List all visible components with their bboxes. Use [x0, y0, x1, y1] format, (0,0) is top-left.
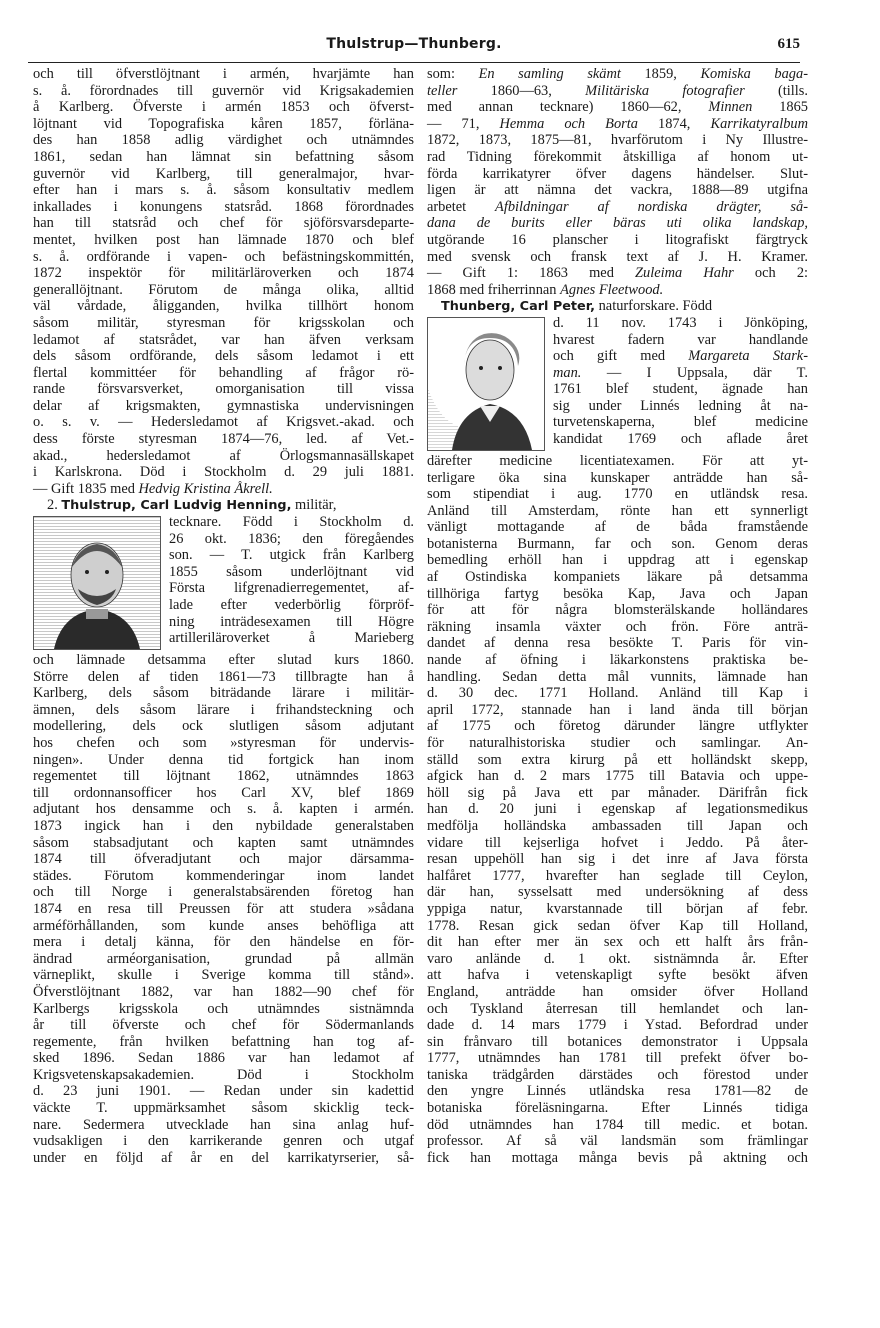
text-line: teller 1860—63, Militäriska fotografier (tills. — [427, 82, 808, 99]
text-line: regementet till löjtnant 1862, utnämndes 1863 — [33, 768, 414, 785]
text-line: Karlberg, dels såsom biträdande lärare i militär- — [33, 685, 414, 702]
entry-1-continuation — [33, 66, 414, 481]
text-line: efter han i mars s. å. såsom konsultativ medlem — [33, 182, 414, 199]
left-column — [33, 66, 414, 1166]
text-line: botaniska föreläsningarna. Efter Linnés tidiga — [427, 1100, 808, 1117]
text-line: professor. Af så väl landsmän som främlingar — [427, 1133, 808, 1150]
text-line: därefter medicine licentiatexamen. För att yt- — [427, 452, 808, 469]
text-line: Krigsvetenskapsakademien. Död i Stockholm — [33, 1066, 414, 1083]
text-line: adjutant hos densamme och s. å. kapten i armén. — [33, 801, 414, 818]
text-line: ligen är att nämna det vackra, 1888—89 utgifna — [427, 182, 808, 199]
text-line: England, anträdde han omsider öfver Holland — [427, 983, 808, 1000]
text-line: ning inträdesexamen till Högre — [169, 613, 414, 630]
entry-2-body — [33, 652, 414, 1166]
text-line: s. å. ordförande i vapen- och befästningskommittén, — [33, 248, 414, 265]
right-column — [427, 66, 808, 1166]
text-line: lade efter vederbörlig förpröf- — [169, 597, 414, 613]
text-line: i Karlskrona. Död i Stockholm d. 29 juli 1881. — [33, 464, 414, 481]
text-line: värneplikt, skulle i Sverige komma till stånd». — [33, 967, 414, 984]
text-line: hvarest fadern var handlande — [553, 331, 808, 348]
thulstrup-portrait — [33, 516, 161, 650]
text-line: sked 1896. Sedan 1886 var han ledamot af — [33, 1050, 414, 1067]
text-line: — Gift 1: 1863 med Zuleima Hahr och 2: — [427, 265, 809, 282]
text-line: ningen». Under denna tid fortgick han inom — [33, 751, 414, 768]
entry-1-marriage: — Gift 1835 med Hedvig Kristina Åkrell. — [33, 480, 273, 497]
text-line: resan uppehöll han sig i det inre af Java första — [427, 851, 808, 868]
text-line: af Ostindiska kompaniets läkare på detsamma — [427, 569, 808, 586]
text-line: 1861, sedan han lämnat sin befattning såsom — [33, 148, 414, 165]
text-line: han d. 20 juni i egenskap af legationsmedikus — [427, 801, 808, 818]
text-line: och lämnade detsamma efter slutad kurs 1860. — [33, 652, 414, 669]
text-line: inkallades i konungens statsråd. 1868 förordnades — [33, 198, 414, 215]
text-line: nare. Sedermera utvecklade han sina anlag huf- — [33, 1116, 414, 1133]
text-line: s. å. förordnades till guvernör vid Krigsakademien — [33, 82, 414, 99]
text-line: artilleriläroverket å Marieberg — [169, 630, 414, 647]
text-line: 1778. Resan gick sedan öfver Kap till Holland, — [427, 917, 808, 934]
text-line: 1761 blef student, ägnade han — [553, 381, 808, 398]
text-line: af 1775 och företog därunder längre utflykter — [427, 718, 808, 735]
text-line: taniska trädgården därstädes och förestod under — [427, 1066, 808, 1083]
text-line: han till statsråd och chef för sjöförsvarsdeparte- — [33, 215, 414, 232]
text-line: terligare öka sina kunskaper anträdde han så- — [427, 469, 808, 486]
text-line: regemente, från hvilken befattning han tog af- — [33, 1033, 414, 1050]
text-line: sig under Linnés ledning åt na- — [553, 397, 808, 414]
text-line: rad Tidning förekommit åtskilliga af honom ut- — [427, 148, 808, 165]
text-line: ändrad arméorganisation, grundad på allmän — [33, 950, 414, 967]
text-line: 1872, 1873, 1875—81, hvarförutom i Ny Illustre- — [427, 132, 808, 149]
text-line: d. 11 nov. 1743 i Jönköping, — [553, 314, 808, 331]
text-line: 1873 ingick han i den nybildade generalstaben — [33, 817, 414, 834]
thunberg-portrait — [427, 317, 545, 451]
text-line: ställd som extra kirurg på ett holländskt skepp, — [427, 751, 808, 768]
text-line: som stipendiat i aug. 1770 en utländsk resa. — [427, 486, 808, 503]
text-line: Större delen af tiden 1861—73 tillbragte han å — [33, 668, 414, 685]
text-line: för naturalhistoriska studier och samlingar. An- — [427, 735, 808, 751]
text-line: 1874 till öfveradjutant och major därsamma- — [33, 851, 414, 868]
text-line: 1874 en resa till Preussen för att studera »sådana — [33, 900, 414, 917]
text-line: Anländ till Amsterdam, rönte han ett synnerligt — [427, 502, 808, 519]
text-line: halfåret 1777, hvarefter han seglade till Ceylon, — [427, 867, 808, 884]
text-line: såsom stabsadjutant och kapten samt utnämndes — [33, 834, 414, 851]
text-line: man. — I Uppsala, där T. — [553, 364, 808, 381]
text-line: Första lifgrenadierregementet, af- — [169, 580, 414, 597]
text-line: rande försvarsverket, omorganisation till vissa — [33, 381, 414, 398]
entry-3-heading: Thunberg, Carl Peter, naturforskare. Född — [441, 298, 713, 315]
text-line: dade d. 14 mars 1779 i Ystad. Befordrad under — [427, 1017, 808, 1034]
text-line: den yngre Linnés utländska resa 1781—82 de — [427, 1083, 808, 1100]
text-line: såsom militär, styresman för krigsskolan och — [33, 314, 414, 331]
text-line: Karlbergs krigsskola och utnämndes sistnämnda — [33, 1000, 414, 1017]
text-line: dels såsom ordförande, dels såsom ledamot i ett — [33, 348, 414, 365]
text-line: 1855 såsom underlöjtnant vid — [169, 563, 414, 580]
text-line: med annan tecknare) 1860—62, Minnen 1865 — [427, 99, 808, 116]
text-line: o. s. v. — Hedersledamot af Krigsvet.-akad. och — [33, 414, 414, 431]
text-line: 1868 med friherrinnan Agnes Fleetwood. — [427, 281, 664, 298]
text-line: botanisterna Burmann, far och son. Genom deras — [427, 535, 808, 552]
text-line: son. — T. utgick från Karlberg — [169, 547, 414, 564]
text-line: ledamot af statsrådet, var han äfven verksam — [33, 331, 414, 348]
text-line: medfölja holländska ambassaden till Japan och — [427, 817, 808, 834]
text-line: tillhöriga fartyg besöka Kap, Java och Japan — [427, 585, 808, 602]
text-line: Öfverstlöjtnant 1882, var han 1882—90 chef för — [33, 983, 414, 1000]
entry-2-heading: 2. Thulstrup, Carl Ludvig Henning, militär, — [47, 497, 337, 514]
text-line: tecknare. Född i Stockholm d. — [169, 514, 414, 531]
header-rule — [28, 62, 800, 63]
text-line: varo anlände d. 1 okt. sistnämnda år. Efter — [427, 950, 808, 967]
text-line: d. 30 dec. 1771 Holland. Anländ till Kap i — [427, 685, 808, 702]
text-line: till ordonnansofficer hos Carl XV, blef 1869 — [33, 784, 414, 801]
text-line: å Karlberg. Öfverste i armén 1853 och öfverst- — [33, 99, 414, 116]
text-line: räkning insamla växter och frön. Före anträ- — [427, 618, 808, 635]
text-line: städes. Förutom kommenderingar inom landet — [33, 867, 414, 884]
text-line: höll sig på Java ett par månader. Därifrån fick — [427, 784, 808, 801]
text-line: under en följd af år en del karrikatyrserier, så- — [33, 1149, 414, 1166]
text-line: väckte T. uppmärksamhet såsom skicklig teck- — [33, 1100, 414, 1117]
text-line: flertal kommittéer för behandling af frågor rö- — [33, 364, 414, 381]
text-line: arbetet Afbildningar af nordiska drägter, så- — [427, 198, 808, 215]
text-line: och till Norge i generalstabsärenden företog han — [33, 884, 414, 901]
text-line: år till öfverste och chef för Södermanlands — [33, 1017, 414, 1034]
text-line: och gift med Margareta Stark- — [553, 348, 808, 365]
text-line: och till öfverstlöjtnant i armén, hvarjämte han — [33, 66, 414, 82]
text-line: kandidat 1769 och aflade året — [553, 431, 808, 448]
text-line: delar af krigsmakten, gymnastiska undervisningen — [33, 397, 414, 414]
text-line: afgick han d. 2 mars 1775 till Batavia och uppe- — [427, 768, 808, 785]
text-line: för att för några blomsterälskande holländares — [427, 602, 808, 619]
text-line: löjtnant vid Topografiska kåren 1857, förläna- — [33, 115, 414, 132]
text-line: som: En samling skämt 1859, Komiska baga- — [427, 66, 808, 82]
text-line: turvetenskaperna, blef medicine — [553, 414, 808, 431]
text-line: — 71, Hemma och Borta 1874, Karrikatyralbum — [427, 115, 809, 132]
text-line: där han, sysselsatt med undersökning af dess — [427, 884, 808, 901]
text-line: hos chefen och som »styresman för undervis- — [33, 735, 414, 751]
text-line: april 1772, stannade han i land ända till början — [427, 701, 808, 718]
text-line: förda karrikatyrer öfver dagens händelser. Slut- — [427, 165, 808, 182]
text-line: yppiga natur, kvarstannade till början af febr. — [427, 900, 808, 917]
text-line: och Tyskland återresan till hemlandet och lan- — [427, 1000, 808, 1017]
text-line: vänligt mottagande af de båda framstående — [427, 519, 808, 536]
page-number: 615 — [777, 36, 800, 52]
text-line: dit han efter mer än sex och ett halft års från- — [427, 934, 808, 951]
text-line: död utnämndes han 1784 till medic. et botan. — [427, 1116, 808, 1133]
text-line: att hafva i vetenskapligt syfte besökt äfven — [427, 967, 808, 984]
text-line: des han 1858 adlig värdighet och utnämndes — [33, 132, 414, 149]
text-line: 26 okt. 1836; den föregåendes — [169, 530, 414, 547]
text-line: fick han mottaga många bevis på aktning och — [427, 1149, 808, 1166]
text-line: dess förste styresman 1874—76, led. af Vet.- — [33, 431, 414, 448]
text-line: dandet af denna resa besökte T. Paris för vin- — [427, 635, 808, 652]
text-line: vidare till kejserliga hofvet i Jeddo. På åter- — [427, 834, 808, 851]
text-line: väl vårdade, åligganden, hvilka tillhört honom — [33, 298, 414, 315]
text-line: bemedling erhöll han i uppdrag att i egenskap — [427, 552, 808, 569]
text-line: generallöjtnant. Förutom de många olika, alltid — [33, 281, 414, 298]
text-line: mentet, hvilken post han lämnade 1870 och blef — [33, 231, 414, 248]
text-line: mera i detalj känna, för den händelse en för- — [33, 934, 414, 951]
entry-2-continuation — [427, 66, 808, 298]
text-line: dana de burits eller bäras uti olika landskap, — [427, 215, 808, 232]
entry-3-name: Thunberg, Carl Peter, — [441, 299, 596, 315]
text-line: handling. Sedan detta mål vunnits, lämnade han — [427, 668, 808, 685]
text-line: 1872 inspektör för militärläroverken och 1874 — [33, 265, 414, 282]
text-line: nande af öfning i läkarkonstens praktiska be- — [427, 652, 808, 669]
text-line: akad., hedersledamot af Örlogsmannasällskapet — [33, 447, 414, 464]
running-head — [28, 36, 800, 60]
text-line: ämnen, dels såsom lärare i frihandsteckning och — [33, 701, 414, 718]
running-title: Thulstrup—Thunberg. — [326, 36, 502, 52]
entry-3-body — [427, 453, 808, 1167]
text-line: vudsakligen i den karrikerande genren och utgaf — [33, 1133, 414, 1150]
text-line: med svensk och fransk text af J. H. Kramer. — [427, 248, 808, 265]
entry-2-name: Thulstrup, Carl Ludvig Henning, — [61, 498, 292, 514]
text-line: sin frånvaro till botanices demonstrator i Uppsala — [427, 1033, 808, 1050]
text-line: guvernör vid Karlberg, till generalmajor, hvar- — [33, 165, 414, 182]
text-line: utgörande 16 planscher i litografiskt färgtryck — [427, 231, 808, 248]
text-line: modellering, dels ock slutligen såsom adjutant — [33, 718, 414, 735]
text-line: 1777, utnämndes han 1781 till prefekt öfver bo- — [427, 1050, 808, 1067]
text-line: d. 23 juni 1901. — Redan under sin kadettid — [33, 1083, 414, 1100]
text-line: arméförhållanden, som kunde anses behöfliga att — [33, 917, 414, 934]
